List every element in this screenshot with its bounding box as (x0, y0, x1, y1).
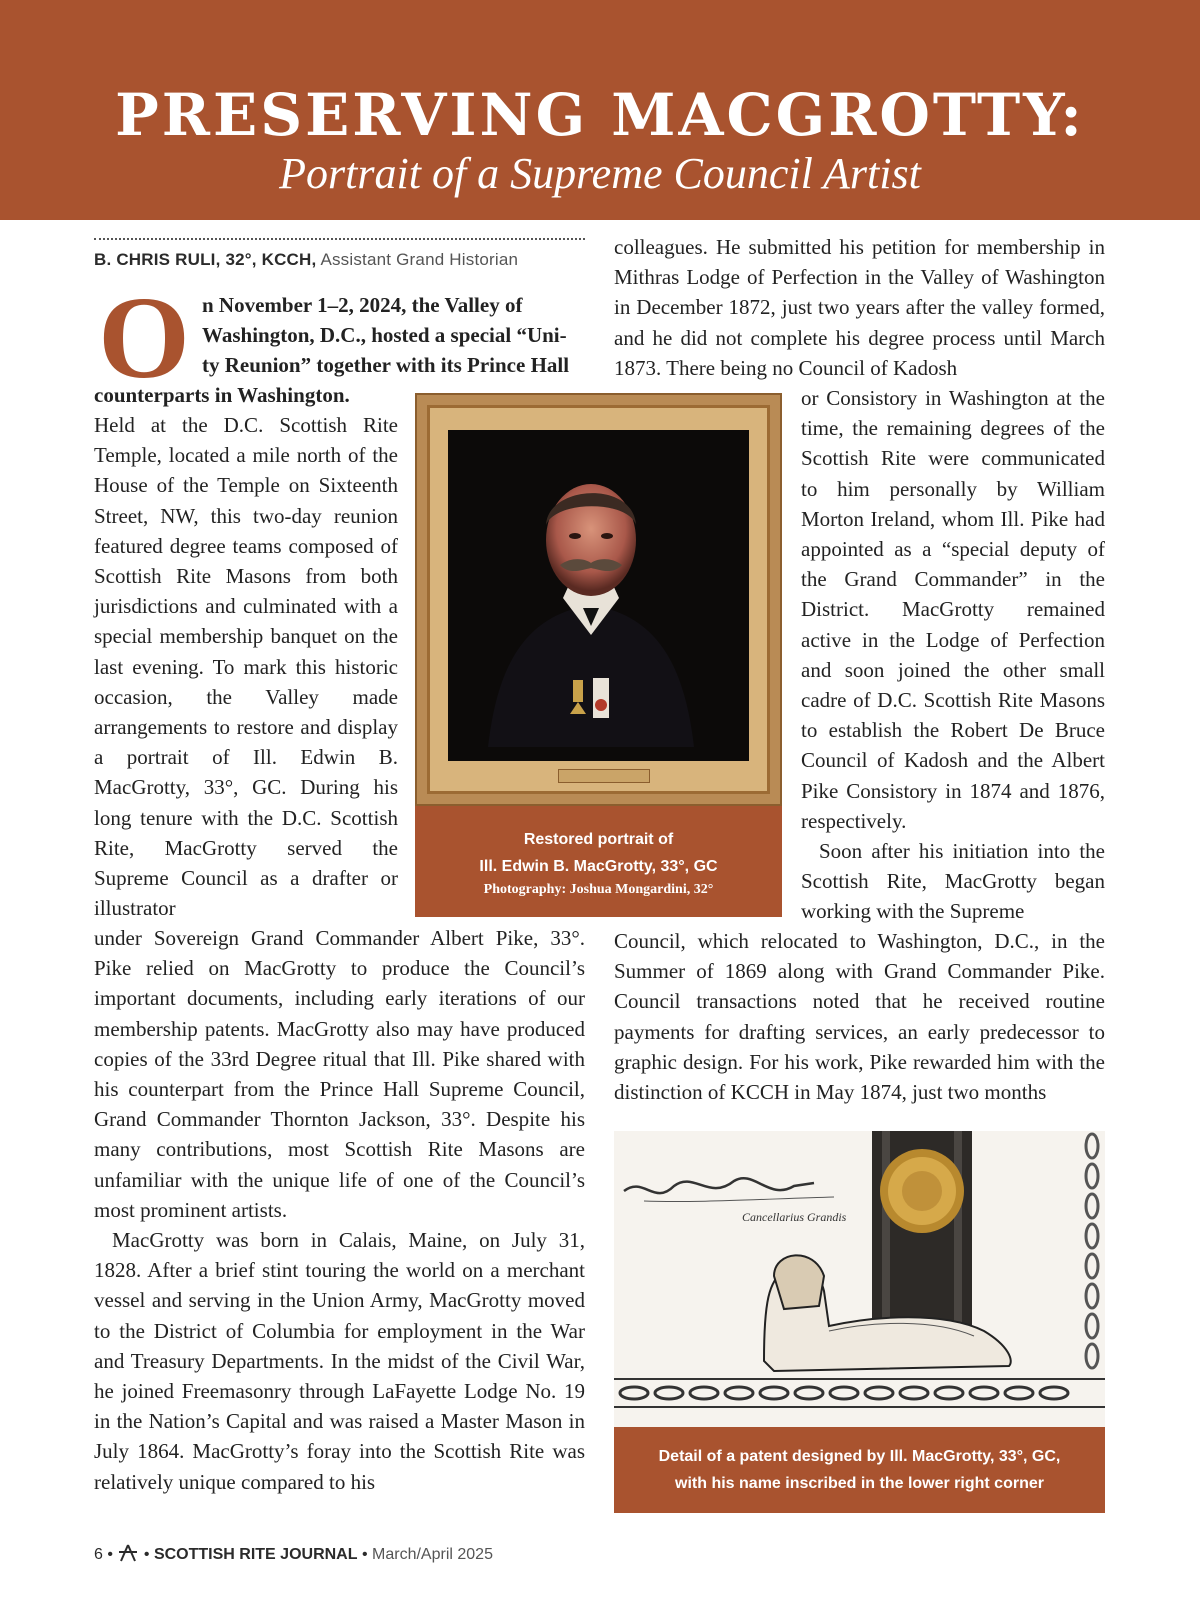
portrait-image (415, 393, 782, 806)
page-title: PRESERVING MACGROTTY: (115, 81, 1085, 149)
lead-tail: counterparts in Washington. (94, 383, 350, 407)
body-paragraph-intro: Held at the D.C. Scottish Rite Temple, located a mile north of the House of the Temple on Sixteenth Street, NW, this two-day reunion featured degree teams composed of Scottish Rite Masons from both jurisdictions and culminated with a special membership banquet on the last evening. To mark this historic occasion, the Valley made arrangements to restore and display a portrait of Ill. Edwin B. MacGrotty, 33°, GC. During his long tenure with the D.C. Scottish Rite, MacGrotty served the Supreme Council as a drafter or illustrator (94, 413, 398, 921)
lead-paragraph (202, 290, 585, 381)
portrait-caption (415, 806, 782, 917)
bullet-separator: • (107, 1546, 113, 1563)
journal-name: SCOTTISH RITE JOURNAL (153, 1546, 358, 1563)
double-eagle-icon (117, 1544, 139, 1562)
photo-credit: Photography: Joshua Mongardini, 32° (483, 882, 714, 897)
caption-line: with his name inscribed in the lower right corner (675, 1475, 1044, 1492)
page-number: 6 (94, 1546, 103, 1563)
frame-nameplate (558, 769, 650, 783)
page-subtitle: Portrait of a Supreme Council Artist (279, 149, 921, 198)
page-footer (94, 1544, 493, 1564)
body-paragraph: or Consistory in Washington at the time, the remaining degrees of the Scottish Rite were communicated to him personally by William Morton Ireland, whom Ill. Pike had appointed as a “special deputy of the Grand Commander” in the District. MacGrotty remained active in the Lodge of Perfection and soon joined the other small cadre of D.C. Scottish Rite Masons to establish the Robert De Bruce Council of Kadosh and the Albert Pike Consistory in 1874 and 1876, respectively. (801, 386, 1105, 833)
signature-label: Cancellarius Grandis (742, 1210, 847, 1224)
body-paragraph: Council, which relocated to Washington, D.C., in the Summer of 1869 along with Grand Commander Pike. Council transactions noted that he received routine payments for drafting services, an early predecessor to graphic design. For his work, Pike rewarded him with the distinction of KCCH in May 1874, just two months (614, 929, 1105, 1105)
picture-frame (427, 405, 770, 794)
portrait-figure-illustration (448, 430, 734, 747)
lead-line: n November 1–2, 2024, the Valley of (202, 293, 523, 317)
lead-line: Washington, D.C., hosted a special “Uni- (202, 323, 567, 348)
body-paragraph: under Sovereign Grand Commander Albert Pike, 33°. Pike relied on MacGrotty to produce the Council’s important documents, including early iterations of our membership patents. MacGrotty also may have produced copies of the 33rd Degree ritual that Ill. Pike shared with his counterpart from the Prince Hall Supreme Council, Grand Commander Thornton Jackson, 33°. Despite his many contributions, most Scottish Rite Masons are unfamiliar with the unique life of one of the Council’s most prominent artists. (94, 926, 585, 1222)
byline (94, 250, 518, 270)
drop-cap: O (98, 272, 190, 403)
author-role: Assistant Grand Historian (320, 250, 519, 269)
body-paragraph: MacGrotty was born in Calais, Maine, on July 31, 1828. After a brief stint touring the world on a merchant vessel and serving in the Union Army, MacGrotty moved to the District of Columbia for employment in the War and Treasury Departments. In the midst of the Civil War, he joined Freemasonry through LaFayette Lodge No. 19 in the Nation’s Capital and was raised a Master Mason in July 1864. MacGrotty’s foray into the Scottish Rite was relatively unique compared to his (94, 1228, 585, 1494)
body-paragraph: Soon after his initiation into the Scottish Rite, MacGrotty began working with the Supreme (801, 839, 1105, 924)
bullet-separator: • (143, 1546, 150, 1563)
body-paragraph: colleagues. He submitted his petition for membership in Mithras Lodge of Perfection in the Valley of Washington in December 1872, just two years after the valley formed, and he did not complete his degree process until March 1873. There being no Council of Kadosh (614, 235, 1105, 380)
portrait-painting (448, 430, 749, 761)
caption-line: Ill. Edwin B. MacGrotty, 33°, GC (479, 858, 718, 875)
caption-line: Detail of a patent designed by Ill. MacGrotty, 33°, GC, (658, 1448, 1061, 1465)
byline-divider (94, 238, 585, 240)
author-name: B. CHRIS RULI, 32°, KCCH, (94, 250, 317, 269)
caption-line: Restored portrait of (523, 831, 674, 848)
patent-illustration (614, 1131, 1105, 1427)
header-banner (0, 0, 1200, 220)
issue-date: March/April 2025 (372, 1546, 493, 1563)
right-wrap-column (801, 383, 1105, 927)
patent-image (614, 1131, 1105, 1427)
patent-caption (614, 1427, 1105, 1513)
left-column-text (94, 923, 585, 1497)
bullet-separator: • (361, 1546, 368, 1563)
lead-line: ty Reunion” together with its Prince Hall (202, 353, 570, 378)
